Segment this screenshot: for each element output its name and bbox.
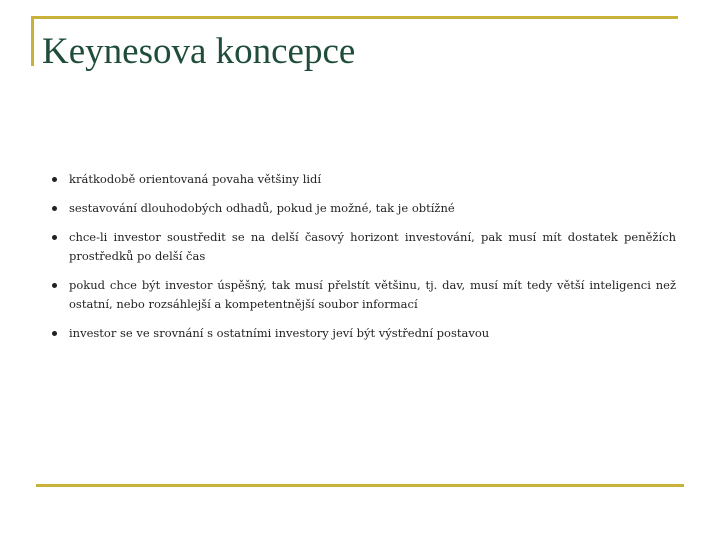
bullet-icon [52, 331, 57, 336]
bullet-text: pokud chce být investor úspěšný, tak musí přelstít většinu, tj. dav, musí mít tedy větší inteligenci než ostatní, nebo rozsáhlejší a kompetentnější soubor informací [69, 278, 676, 311]
bullet-icon [52, 177, 57, 182]
bullet-text: chce-li investor soustředit se na delší časový horizont investování, pak musí mít dostatek peněžích prostředků po delší čas [69, 230, 676, 263]
bullet-item [52, 199, 676, 218]
bullet-text: investor se ve srovnání s ostatními investory jeví být výstřední postavou [69, 326, 490, 340]
left-rule [31, 16, 34, 66]
bullet-item [52, 276, 676, 314]
slide-title: Keynesova koncepce [42, 31, 356, 72]
top-rule [31, 16, 678, 19]
bullet-item [52, 324, 676, 343]
bullet-item [52, 228, 676, 266]
bullet-icon [52, 206, 57, 211]
bullet-icon [52, 283, 57, 288]
bottom-rule [36, 484, 684, 487]
bullet-icon [52, 235, 57, 240]
bullet-list [52, 170, 676, 353]
bullet-item [52, 170, 676, 189]
bullet-text: sestavování dlouhodobých odhadů, pokud je možné, tak je obtížné [69, 201, 455, 215]
bullet-text: krátkodobě orientovaná povaha většiny lidí [69, 172, 322, 186]
